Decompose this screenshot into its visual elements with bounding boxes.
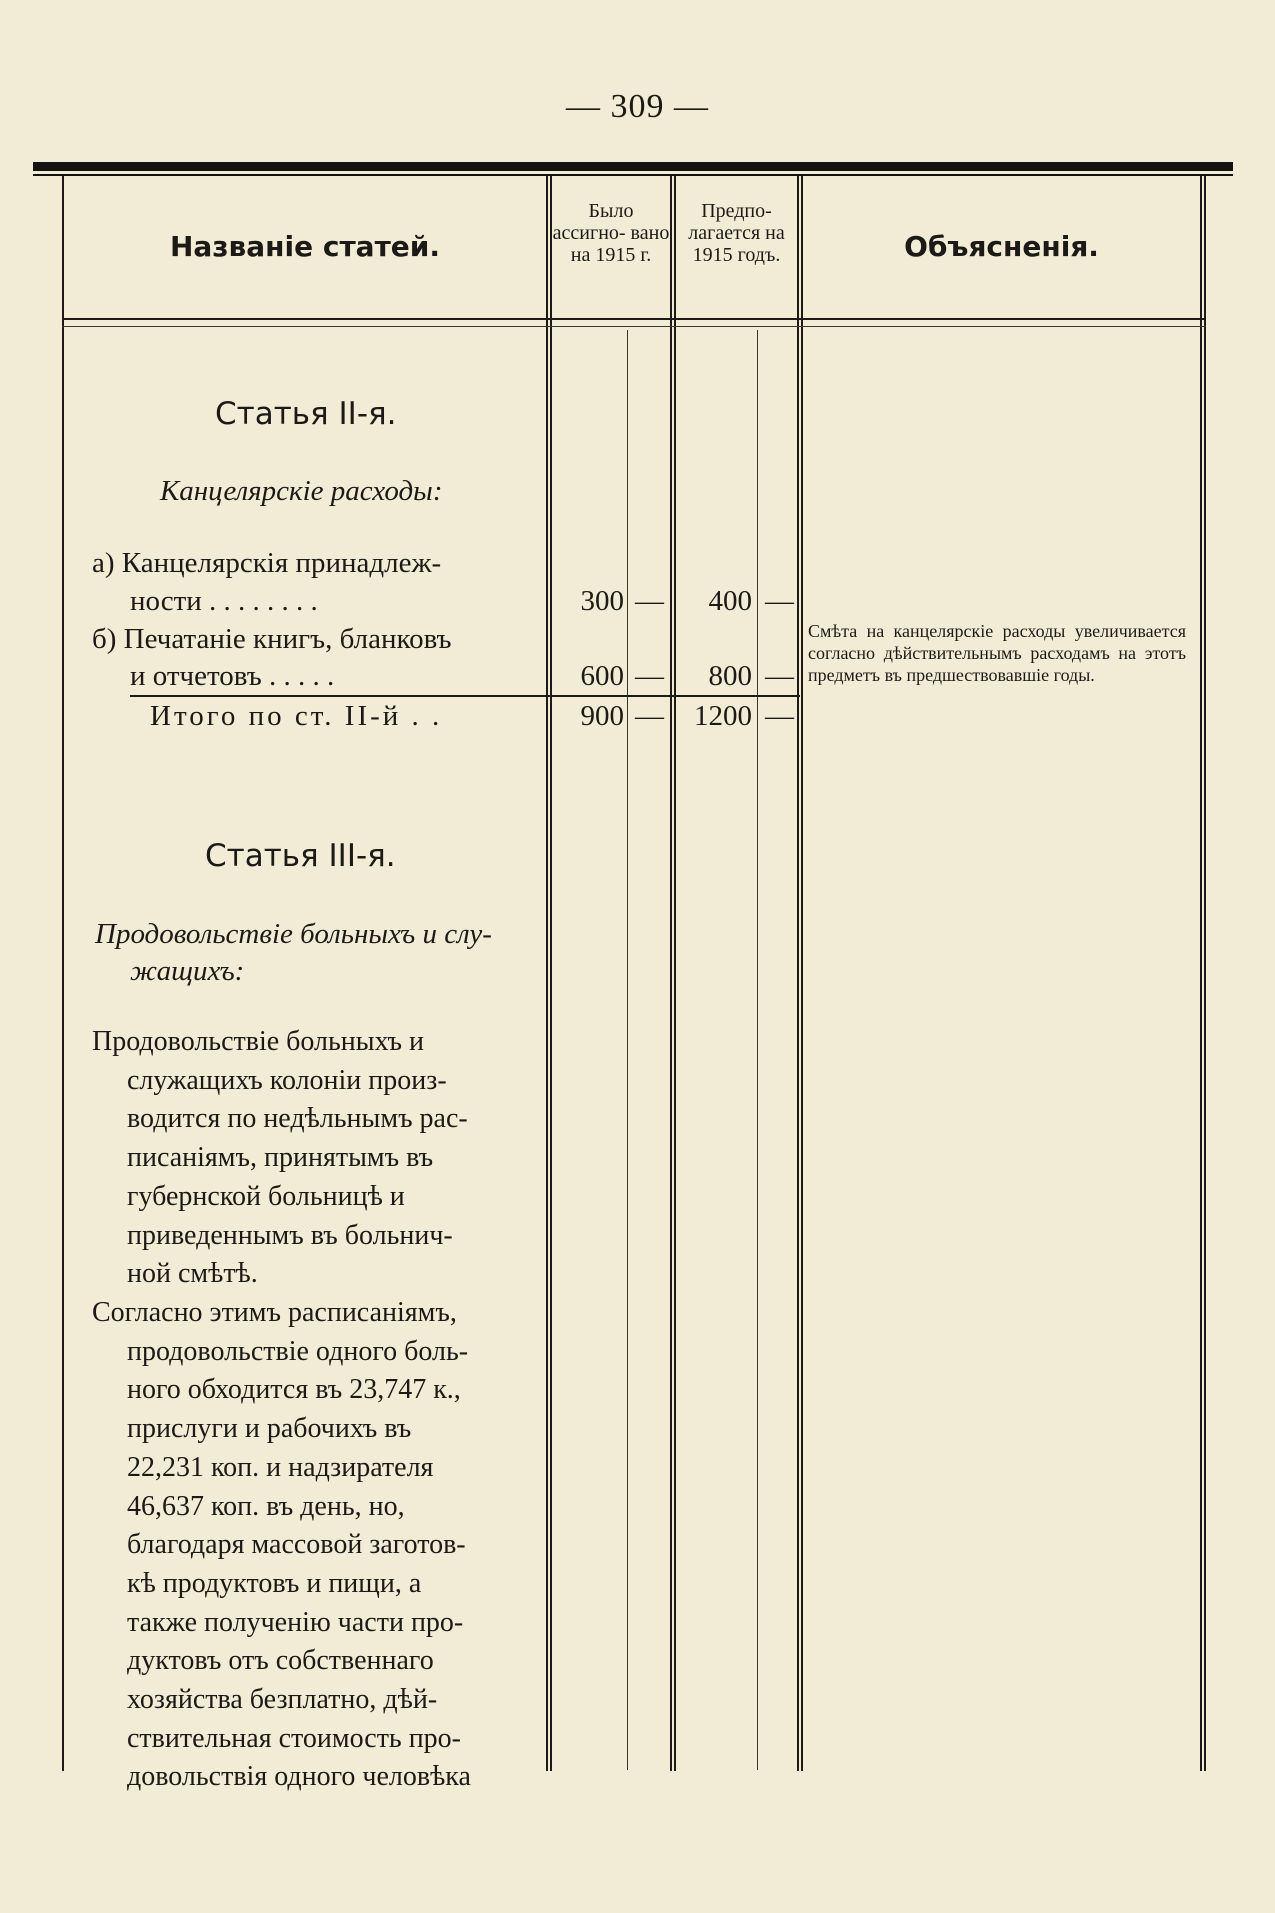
paragraph2-line: дуктовъ отъ собственнаго (127, 1645, 434, 1677)
paragraph2-line: 22,231 коп. и надзирателя (127, 1451, 434, 1483)
header-proposed: Предпо- лагается на 1915 годъ. (688, 200, 785, 266)
paragraph1-line: ной смѣтѣ. (127, 1258, 258, 1290)
top-rule (33, 162, 1233, 171)
kopek-divider-assigned (627, 330, 628, 1770)
header-assigned: Было ассигно- вано на 1915 г. (552, 200, 670, 266)
paragraph2-line: Согласно этимъ расписаніямъ, (92, 1297, 457, 1328)
item-b-proposed: 800 (708, 660, 752, 692)
item-b-line1: б) Печатаніе книгъ, бланковъ (92, 623, 452, 655)
total-proposed-dash: — (765, 700, 794, 732)
header-explanations: Объясненія. (904, 230, 1099, 263)
total-rule (130, 695, 800, 697)
item-b-line2: и отчетовъ . . . . . (130, 660, 335, 692)
column-divider-assigned-double (674, 176, 676, 1771)
total-label: Итого по ст. II-й . . (150, 700, 443, 732)
section2-explanation: Смѣта на канцелярскіе расходы увеличивается согласно дѣйствительнымъ расходамъ на этотъ предметъ въ предшествовавшіе годы. (808, 621, 1186, 685)
section3-title: Статья III-я. (205, 838, 396, 874)
paragraph1-line: приведеннымъ въ больнич- (127, 1219, 453, 1251)
column-divider-proposed (797, 176, 799, 1771)
paragraph2-line: хозяйства безплатно, дѣй- (127, 1684, 438, 1716)
header-rule (62, 318, 1206, 320)
section3-subtitle-line2: жащихъ: (130, 955, 245, 987)
section2-subtitle: Канцелярскіе расходы: (160, 475, 443, 507)
section3-subtitle-line1: Продовольствіе больныхъ и слу- (95, 918, 492, 950)
table-border-left (62, 176, 64, 1771)
item-a-line1: а) Канцелярскія принадлеж- (92, 547, 442, 579)
total-proposed: 1200 (694, 700, 752, 732)
item-b-proposed-dash: — (765, 660, 794, 692)
paragraph1-line: губернской больницѣ и (127, 1180, 405, 1212)
item-a-proposed: 400 (708, 585, 752, 617)
table-border-right (1200, 176, 1202, 1771)
item-a-line2: ности . . . . . . . . (130, 585, 318, 617)
top-rule-thin (33, 174, 1233, 176)
column-divider-assigned (670, 176, 672, 1771)
paragraph2-line: 46,637 коп. въ день, но, (127, 1490, 405, 1522)
paragraph1-line: служащихъ колоніи произ- (127, 1064, 447, 1096)
section3-paragraph2 (92, 1294, 537, 1797)
paragraph2-line: благодаря массовой заготов- (127, 1529, 466, 1561)
item-a-proposed-dash: — (765, 585, 794, 617)
column-divider-names (546, 176, 548, 1771)
column-divider-proposed-double (801, 176, 803, 1771)
item-a-assigned: 300 (580, 585, 624, 617)
paragraph1-line: водится по недѣльнымъ рас- (127, 1103, 468, 1135)
paragraph2-line: ного обходится въ 23,747 к., (127, 1374, 461, 1406)
section2-title: Статья II-я. (215, 396, 397, 432)
paragraph1-line: писаніямъ, принятымъ въ (127, 1142, 434, 1174)
header-names: Названіе статей. (169, 230, 441, 263)
paragraph2-line: довольствія одного человѣка (127, 1761, 471, 1793)
header-rule-thin (62, 326, 1206, 327)
column-divider-names-double (550, 176, 552, 1771)
section3-paragraph1 (92, 1023, 537, 1294)
kopek-divider-proposed (757, 330, 758, 1770)
paragraph2-line: также полученію части про- (127, 1606, 464, 1638)
paragraph2-line: прислуги и рабочихъ въ (127, 1413, 412, 1445)
paragraph2-line: продовольствіе одного боль- (127, 1335, 469, 1367)
paragraph1-line: Продовольствіе больныхъ и (92, 1026, 424, 1057)
table-border-right-double (1204, 176, 1206, 1771)
item-b-assigned: 600 (580, 660, 624, 692)
page-number: — 309 — (566, 88, 709, 125)
paragraph2-line: ствительная стоимость про- (127, 1722, 462, 1754)
total-assigned: 900 (580, 700, 624, 732)
item-b-assigned-dash: — (635, 660, 664, 692)
paragraph2-line: кѣ продуктовъ и пищи, а (127, 1567, 422, 1599)
item-a-assigned-dash: — (635, 585, 664, 617)
total-assigned-dash: — (635, 700, 664, 732)
